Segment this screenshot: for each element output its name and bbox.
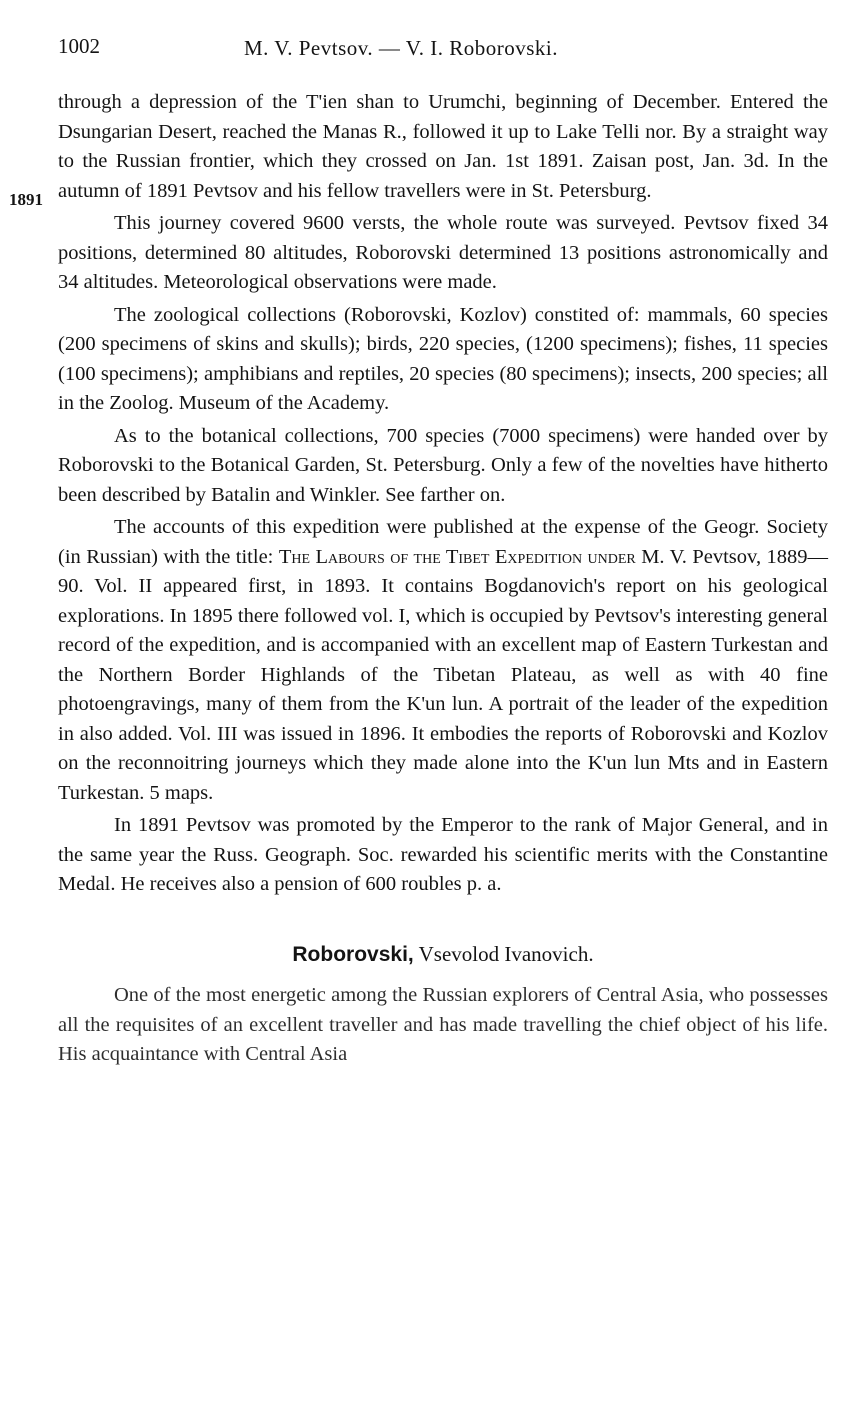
publication-intro: The accounts of this expedition were published at the expense of the Geogr. Society (in Russian) with the title:	[58, 516, 828, 568]
paragraph-promotion: In 1891 Pevtsov was promoted by the Emperor to the rank of Major General, and in the same year the Russ. Geograph. Soc. rewarded his scientific merits with the Constantine Medal. He receives also a pension of 600 roubles p. a.	[58, 814, 828, 895]
page-number: 1002	[58, 34, 100, 58]
section-heading-roborovski	[58, 940, 828, 970]
heading-surname: Roborovski,	[292, 942, 414, 966]
publication-title-caps: The Labours of the Tibet Expedition under	[278, 545, 636, 568]
running-head: M. V. Pevtsov. — V. I. Roborovski.	[244, 36, 558, 60]
paragraph-publications	[58, 513, 828, 808]
margin-year-note: 1891	[9, 190, 43, 209]
publication-details: Vol. II appeared first, in 1893. It contains Bogdanovich's report on his geological explorations. In 1895 there followed vol. I, which is occupied by Pevtsov's interesting general record of the expedition, and is accompanied with an excellent map of Eastern Turkestan and the Northern Border Highlands of the Tibetan Plateau, as well as with 40 fine photoengravings, many of them from the K'un lun. A portrait of the leader of the expedition in also added. Vol. III was issued in 1896. It embodies the reports of Roborovski and Kozlov on the reconnoitring journeys which they made alone into the K'un lun Mts and in Eastern Turkestan. 5 maps.	[58, 575, 828, 804]
paragraph-survey-results: This journey covered 9600 versts, the whole route was surveyed. Pevtsov fixed 34 positions, determined 80 altitudes, Roborovski determined 13 positions astronomically and 34 altitudes. Meteorological observations were made.	[58, 212, 828, 293]
paragraph-journey-route: through a depression of the T'ien shan to Urumchi, beginning of December. Entered the Dsungarian Desert, reached the Manas R., followed it up to Lake Telli nor. By a straight way to the Russian frontier, which they crossed on Jan. 1st 1891. Zaisan post, Jan. 3d. In the autumn of 1891 Pevtsov and his fellow travellers were in St. Petersburg.	[58, 91, 828, 202]
paragraph-botanical-collections: As to the botanical collections, 700 species (7000 specimens) were handed over by Roborovski to the Botanical Garden, St. Petersburg. Only a few of the novelties have hitherto been described by Batalin and Winkler. See farther on.	[58, 424, 828, 506]
page-header	[58, 34, 828, 64]
publication-title-rest: M. V. Pevtsov, 1889—90.	[58, 545, 829, 597]
paragraph-zoological-collections: The zoological collections (Roborovski, Kozlov) constited of: mammals, 60 species (200 specimens of skins and skulls); birds, 220 species, (1200 specimens); fishes, 11 species (100 specimens); amphibians and reptiles, 20 species (80 specimens); insects, 200 species; all in the Zoolog. Museum of the Academy.	[58, 303, 828, 414]
main-text	[58, 88, 828, 1073]
heading-given-names: Vsevolod Ivanovich.	[418, 941, 594, 966]
paragraph-roborovski-intro: One of the most energetic among the Russian explorers of Central Asia, who possesses all the requisites of an excellent traveller and has made travelling the chief object of his life. His acquaintance with Central Asia	[58, 984, 828, 1065]
